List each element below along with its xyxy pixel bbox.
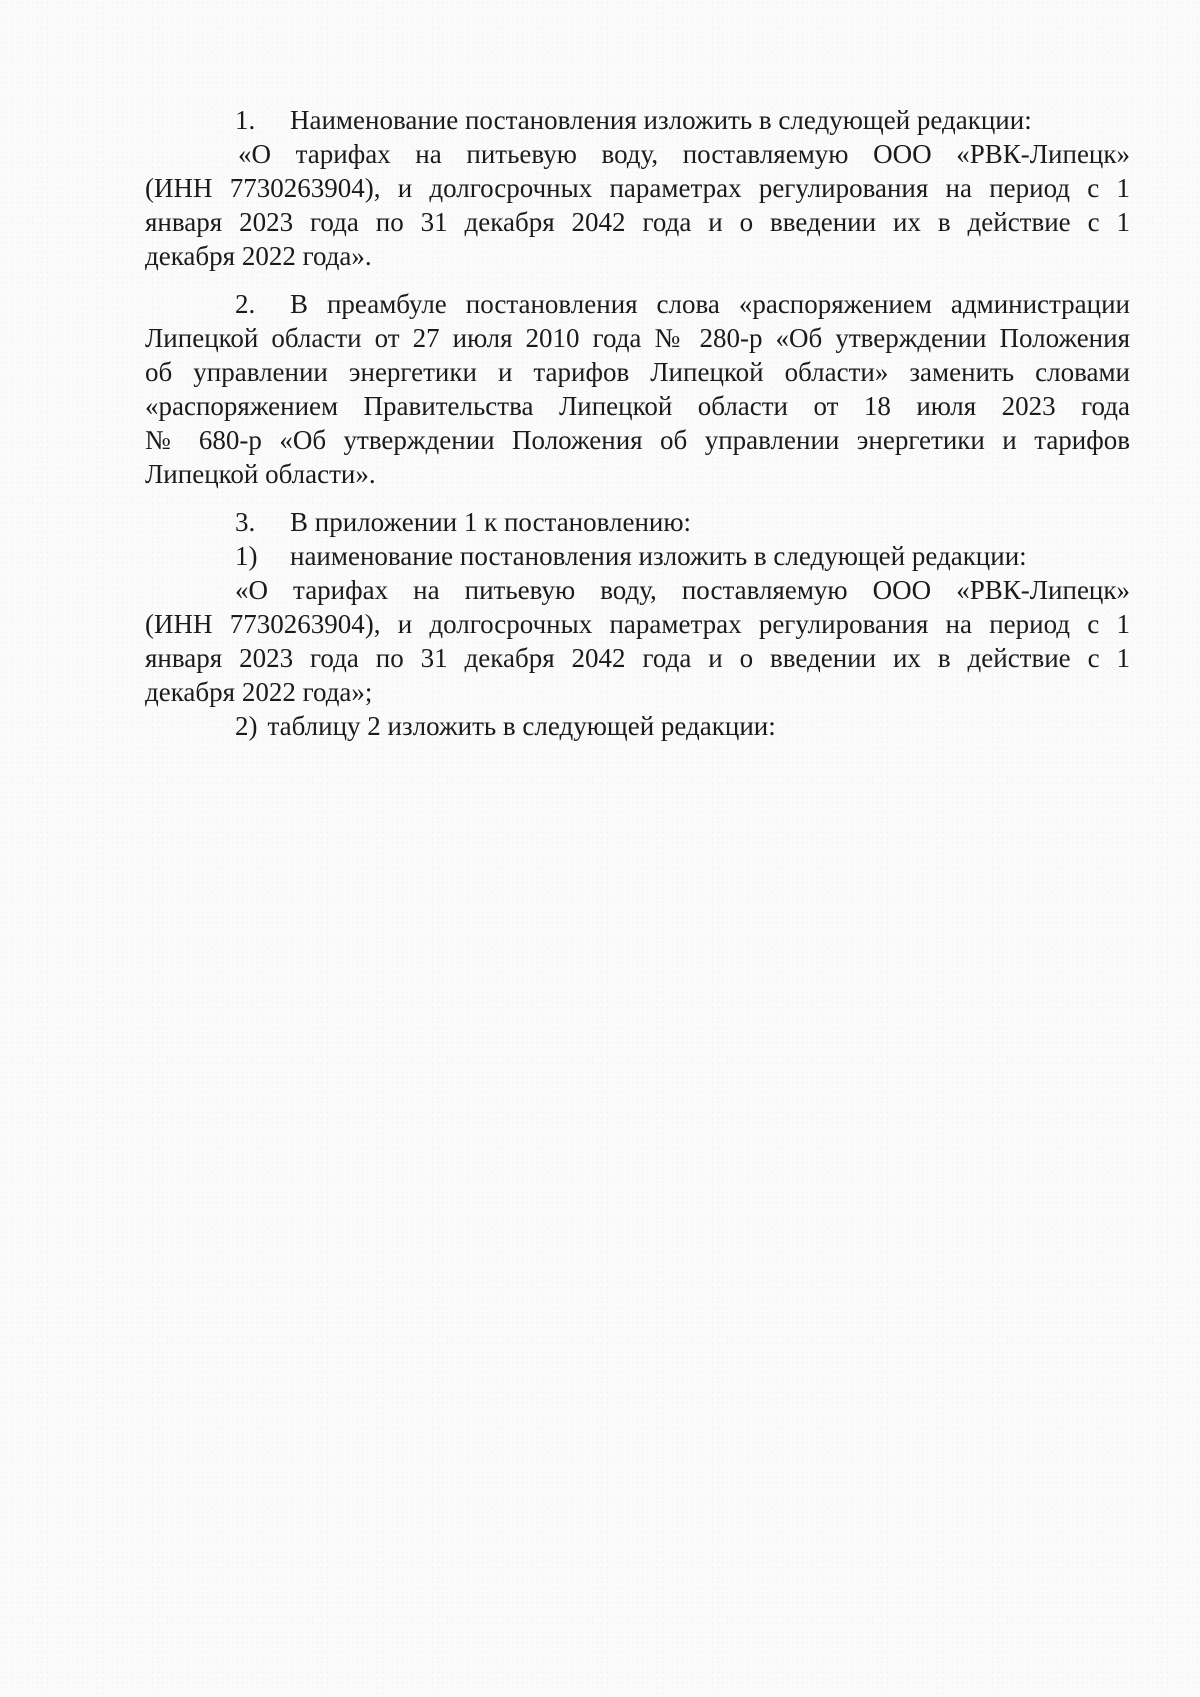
item-3-quote-line: декабря 2022 года»; bbox=[145, 677, 373, 707]
item-2-first-line bbox=[145, 287, 1130, 321]
item-1-quote-line: января 2023 года по 31 декабря 2042 года и о введении их в действие с 1 bbox=[145, 207, 1130, 237]
item-3-sub-2-text: таблицу 2 изложить в следующей редакции: bbox=[267, 711, 776, 741]
item-3-sub-1-row bbox=[145, 539, 1130, 573]
item-1-heading-row bbox=[145, 103, 1130, 137]
item-3-sub-2-row bbox=[145, 709, 1130, 743]
item-3-heading-row bbox=[145, 505, 1130, 539]
item-3-quote-line: «О тарифах на питьевую воду, поставляемую ООО «РВК-Липецк» bbox=[235, 575, 1130, 605]
paragraph-gap bbox=[145, 273, 1130, 287]
item-2-line: Липецкой области от 27 июля 2010 года № 280-р «Об утверждении Положения bbox=[145, 323, 1130, 353]
paragraph-gap bbox=[145, 491, 1130, 505]
item-1-heading: Наименование постановления изложить в следующей редакции: bbox=[290, 105, 1032, 135]
item-2-number: 2. bbox=[235, 289, 256, 319]
item-1-quote-line: «О тарифах на питьевую воду, поставляемую ООО «РВК-Липецк» bbox=[238, 139, 1130, 169]
item-2-line: № 680-р «Об утверждении Положения об управлении энергетики и тарифов bbox=[145, 425, 1130, 455]
item-2-line: об управлении энергетики и тарифов Липецкой области» заменить словами bbox=[145, 357, 1130, 387]
item-3-sub-1-number: 1) bbox=[235, 541, 258, 571]
item-1-quote-line: (ИНН 7730263904), и долгосрочных параметрах регулирования на период с 1 bbox=[145, 173, 1130, 203]
document-body bbox=[145, 103, 1130, 743]
item-2-line: «распоряжением Правительства Липецкой области от 18 июля 2023 года bbox=[145, 391, 1130, 421]
item-2-line: В преамбуле постановления слова «распоряжением администрации bbox=[290, 289, 1130, 319]
item-3-number: 3. bbox=[235, 507, 256, 537]
item-3-sub-1-text: наименование постановления изложить в следующей редакции: bbox=[290, 541, 1027, 571]
item-3-quote-line: (ИНН 7730263904), и долгосрочных параметрах регулирования на период с 1 bbox=[145, 609, 1130, 639]
item-3-quote-line: января 2023 года по 31 декабря 2042 года и о введении их в действие с 1 bbox=[145, 643, 1130, 673]
item-2-line: Липецкой области». bbox=[145, 459, 376, 489]
item-3-heading: В приложении 1 к постановлению: bbox=[290, 507, 692, 537]
item-1-number: 1. bbox=[235, 105, 256, 135]
item-3-sub-2-number: 2) bbox=[235, 711, 258, 741]
item-1-quote-line: декабря 2022 года». bbox=[145, 241, 372, 271]
